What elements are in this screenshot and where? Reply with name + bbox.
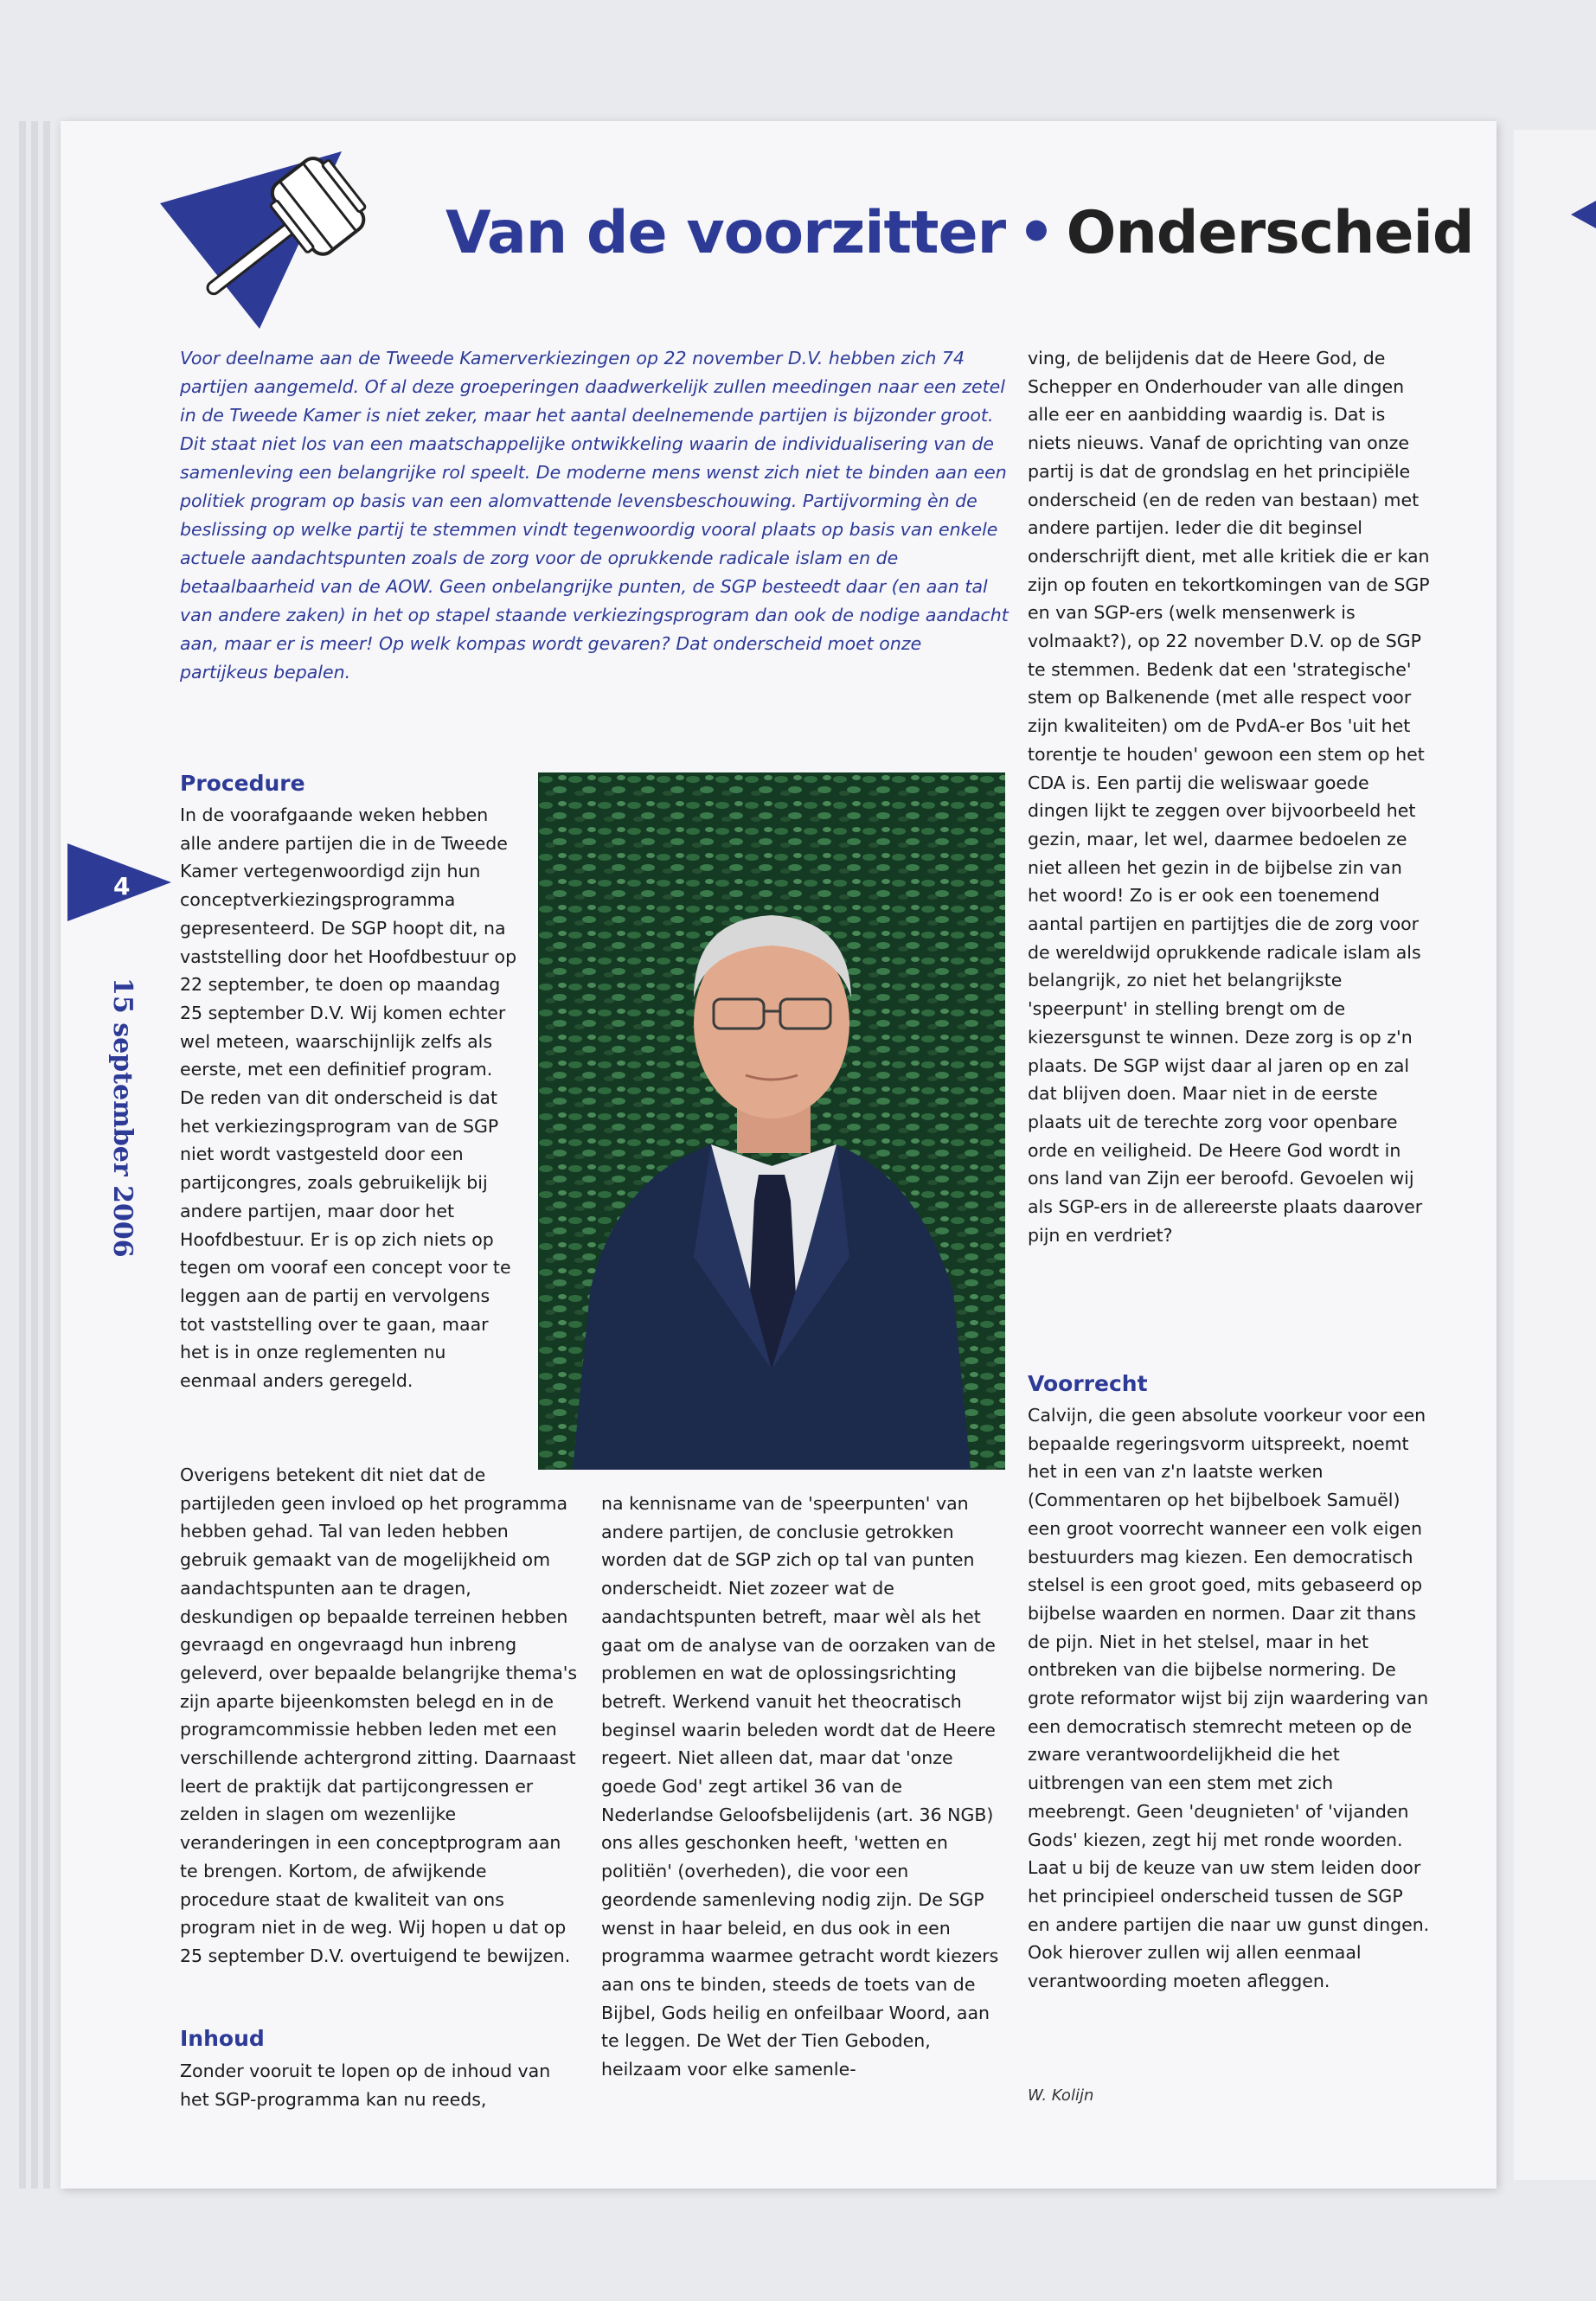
title-separator: •	[1017, 199, 1054, 267]
page-edge-2	[31, 121, 38, 2189]
heading-inhoud: Inhoud	[180, 2026, 265, 2051]
procedure-text-a: In de voorafgaande weken hebben alle andere partijen die in de Tweede Kamer vertegenwoordigd zijn hun conceptverkiezingsprogramma gepresenteerd. De SGP hoopt dit, na vaststelling door het Hoofdbestuur op 22 september, te doen op maandag 25 september D.V. Wij komen echter wel meteen, waarschijnlijk zelfs als eerste, met een definitief program. De reden van dit onderscheid is dat het verkiezingsprogram van de SGP niet wordt vastgesteld door een partijcongres, zoals gebruikelijk bij andere partijen, maar door het Hoofdbestuur. Er is op zich niets op tegen om vooraf een concept voor te leggen aan de partij en vervolgens tot vaststelling over te gaan, maar het is in onze reglementen nu eenmaal anders geregeld.	[180, 804, 517, 1392]
title-part-1: Van de voorzitter	[445, 199, 1006, 267]
portrait-photo	[538, 772, 1005, 1470]
page-edge-3	[43, 121, 50, 2189]
page-title	[445, 199, 1474, 267]
procedure-text-b: Overigens betekent dit niet dat de partijleden geen invloed op het programma hebben gehad. Tal van leden hebben gebruik gemaakt van de mogelijkheid om aandachtspunten aan te dragen, deskundigen op bepaalde terreinen hebben gevraagd en ongevraagd hun inbreng geleverd, over bepaalde belangrijke thema's zijn aparte bijeenkomsten belegd en in de programcommissie hebben leden met een verschillende achtergrond zitting. Daarnaast leert de praktijk dat partijcongressen er zelden in slagen om wezenlijke veranderingen in een conceptprogram aan te brengen. Kortom, de afwijkende procedure staat de kwaliteit van ons program niet in de weg. Wij hopen u dat op 25 september D.V. overtuigend te bewijzen.	[180, 1465, 578, 1966]
issue-date: 15 september 2006	[107, 977, 138, 1258]
page-number: 4	[113, 872, 131, 901]
title-part-2: Onderscheid	[1066, 199, 1474, 267]
inhoud-text: Zonder vooruit te lopen op de inhoud van het SGP-programma kan nu reeds,	[180, 2061, 551, 2110]
right-column-text: ving, de belijdenis dat de Heere God, de Schepper en Onderhouder van alle dingen alle eer en aanbidding waardig is. Dat is niets nieuws. Vanaf de oprichting van onze partij is dat de grondslag en het principiële onderscheid (en de reden van bestaan) met andere partijen. Ieder die dit beginsel onderschrijft dient, met alle kritiek die er kan zijn op fouten en tekortkomingen van de SGP en van SGP-ers (welk mensenwerk is volmaakt?), op 22 november D.V. op de SGP te stemmen. Bedenk dat een 'strategische' stem op Balkenende (met alle respect voor zijn kwaliteiten) om de PvdA-er Bos 'uit het torentje te houden' gewoon een stem op het CDA is. Een partij die weliswaar goede dingen lijkt te zeggen over bijvoorbeeld het gezin, maar, let wel, daarmee bedoelen ze niet alleen het gezin in de bijbelse zin van het woord! Zo is er ook een toenemend aantal partijen en partijtjes die de zorg voor de wereldwijd oprukkende radicale islam als belangrijk, zo niet het belangrijkste 'speerpunt' in stelling brengt om de kiezersgunst te winnen. Deze zorg is op z'n plaats. De SGP wijst daar al jaren op en zal dat blijven doen. Maar niet in de eerste plaats uit de terechte zorg voor openbare orde en veiligheid. De Heere God wordt in ons land van Zijn eer beroofd. Gevoelen wij als SGP-ers in de allereerste plaats daarover pijn en verdriet?	[1028, 348, 1430, 1246]
gavel-icon	[156, 147, 398, 333]
intro-paragraph: Voor deelname aan de Tweede Kamerverkiezingen op 22 november D.V. hebben zich 74 partijen aangemeld. Of al deze groeperingen daadwerkelijk zullen meedingen naar een zetel in de Tweede Kamer is niet zeker, maar het aantal deelnemende partijen is bijzonder groot. Dit staat niet los van een maatschappelijke ontwikkeling waarin de individualisering van de samenleving een belangrijke rol speelt. De moderne mens wenst zich niet te binden aan een politiek program op basis van een alomvattende levensbeschouwing. Partijvorming èn de beslissing op welke partij te stemmen vindt tegenwoordig vooral plaats op basis van enkele actuele aandachtspunten zoals de zorg voor de oprukkende radicale islam en de betaalbaarheid van de AOW. Geen onbelangrijke punten, de SGP besteedt daar (en aan tal van andere zaken) in het op stapel staande verkiezingsprogram dan ook de nodige aandacht aan, maar er is meer! Op welk kompas wordt gevaren? Dat onderscheid moet onze partijkeus bepalen.	[180, 348, 1009, 683]
voorrecht-text: Calvijn, die geen absolute voorkeur voor een bepaalde regeringsvorm uitspreekt, noemt het in een van z'n laatste werken (Commentaren op het bijbelboek Samuël) een groot voorrecht wanneer een volk eigen bestuurders mag kiezen. Een democratisch stelsel is een groot goed, mits gebaseerd op bijbelse waarden en normen. Daar zit thans de pijn. Niet in het stelsel, maar in het ontbreken van die bijbelse normering. De grote reformator wijst bij zijn waardering van een democratisch stemrecht meteen op de zware verantwoordelijkheid die het uitbrengen van een stem met zich meebrengt. Geen 'deugnieten' of 'vijanden Gods' kiezen, zegt hij met ronde woorden. Laat u bij de keuze van uw stem leiden door het principieel onderscheid tussen de SGP en andere partijen die naar uw gunst dingen. Ook hierover zullen wij allen eenmaal verantwoording moeten afleggen.	[1028, 1405, 1430, 1992]
next-page-triangle-icon	[1571, 201, 1596, 228]
heading-voorrecht: Voorrecht	[1028, 1371, 1148, 1396]
page-edge-1	[19, 121, 26, 2189]
next-page-edge	[1514, 130, 1596, 2180]
author-signature: W. Kolijn	[1028, 2086, 1094, 2105]
heading-procedure: Procedure	[180, 771, 305, 796]
middle-column-text: na kennisname van de 'speerpunten' van andere partijen, de conclusie getrokken worden dat de SGP zich op tal van punten onderscheidt. Niet zozeer wat de aandachtspunten betreft, maar wèl als het gaat om de analyse van de oorzaken van de problemen en wat de oplossingsrichting betreft. Werkend vanuit het theocratisch beginsel waarin beleden wordt dat de Heere regeert. Niet alleen dat, maar dat 'onze goede God' zegt artikel 36 van de Nederlandse Geloofsbelijdenis (art. 36 NGB) ons alles geschonken heeft, 'wetten en politiën' (overheden), die voor een geordende samenleving nodig zijn. De SGP wenst in haar beleid, en dus ook in een programma waarmee getracht wordt kiezers aan ons te binden, steeds de toets van de Bijbel, Gods heilig en onfeilbaar Woord, aan te leggen. De Wet der Tien Geboden, heilzaam voor elke samenle-	[601, 1493, 999, 2080]
